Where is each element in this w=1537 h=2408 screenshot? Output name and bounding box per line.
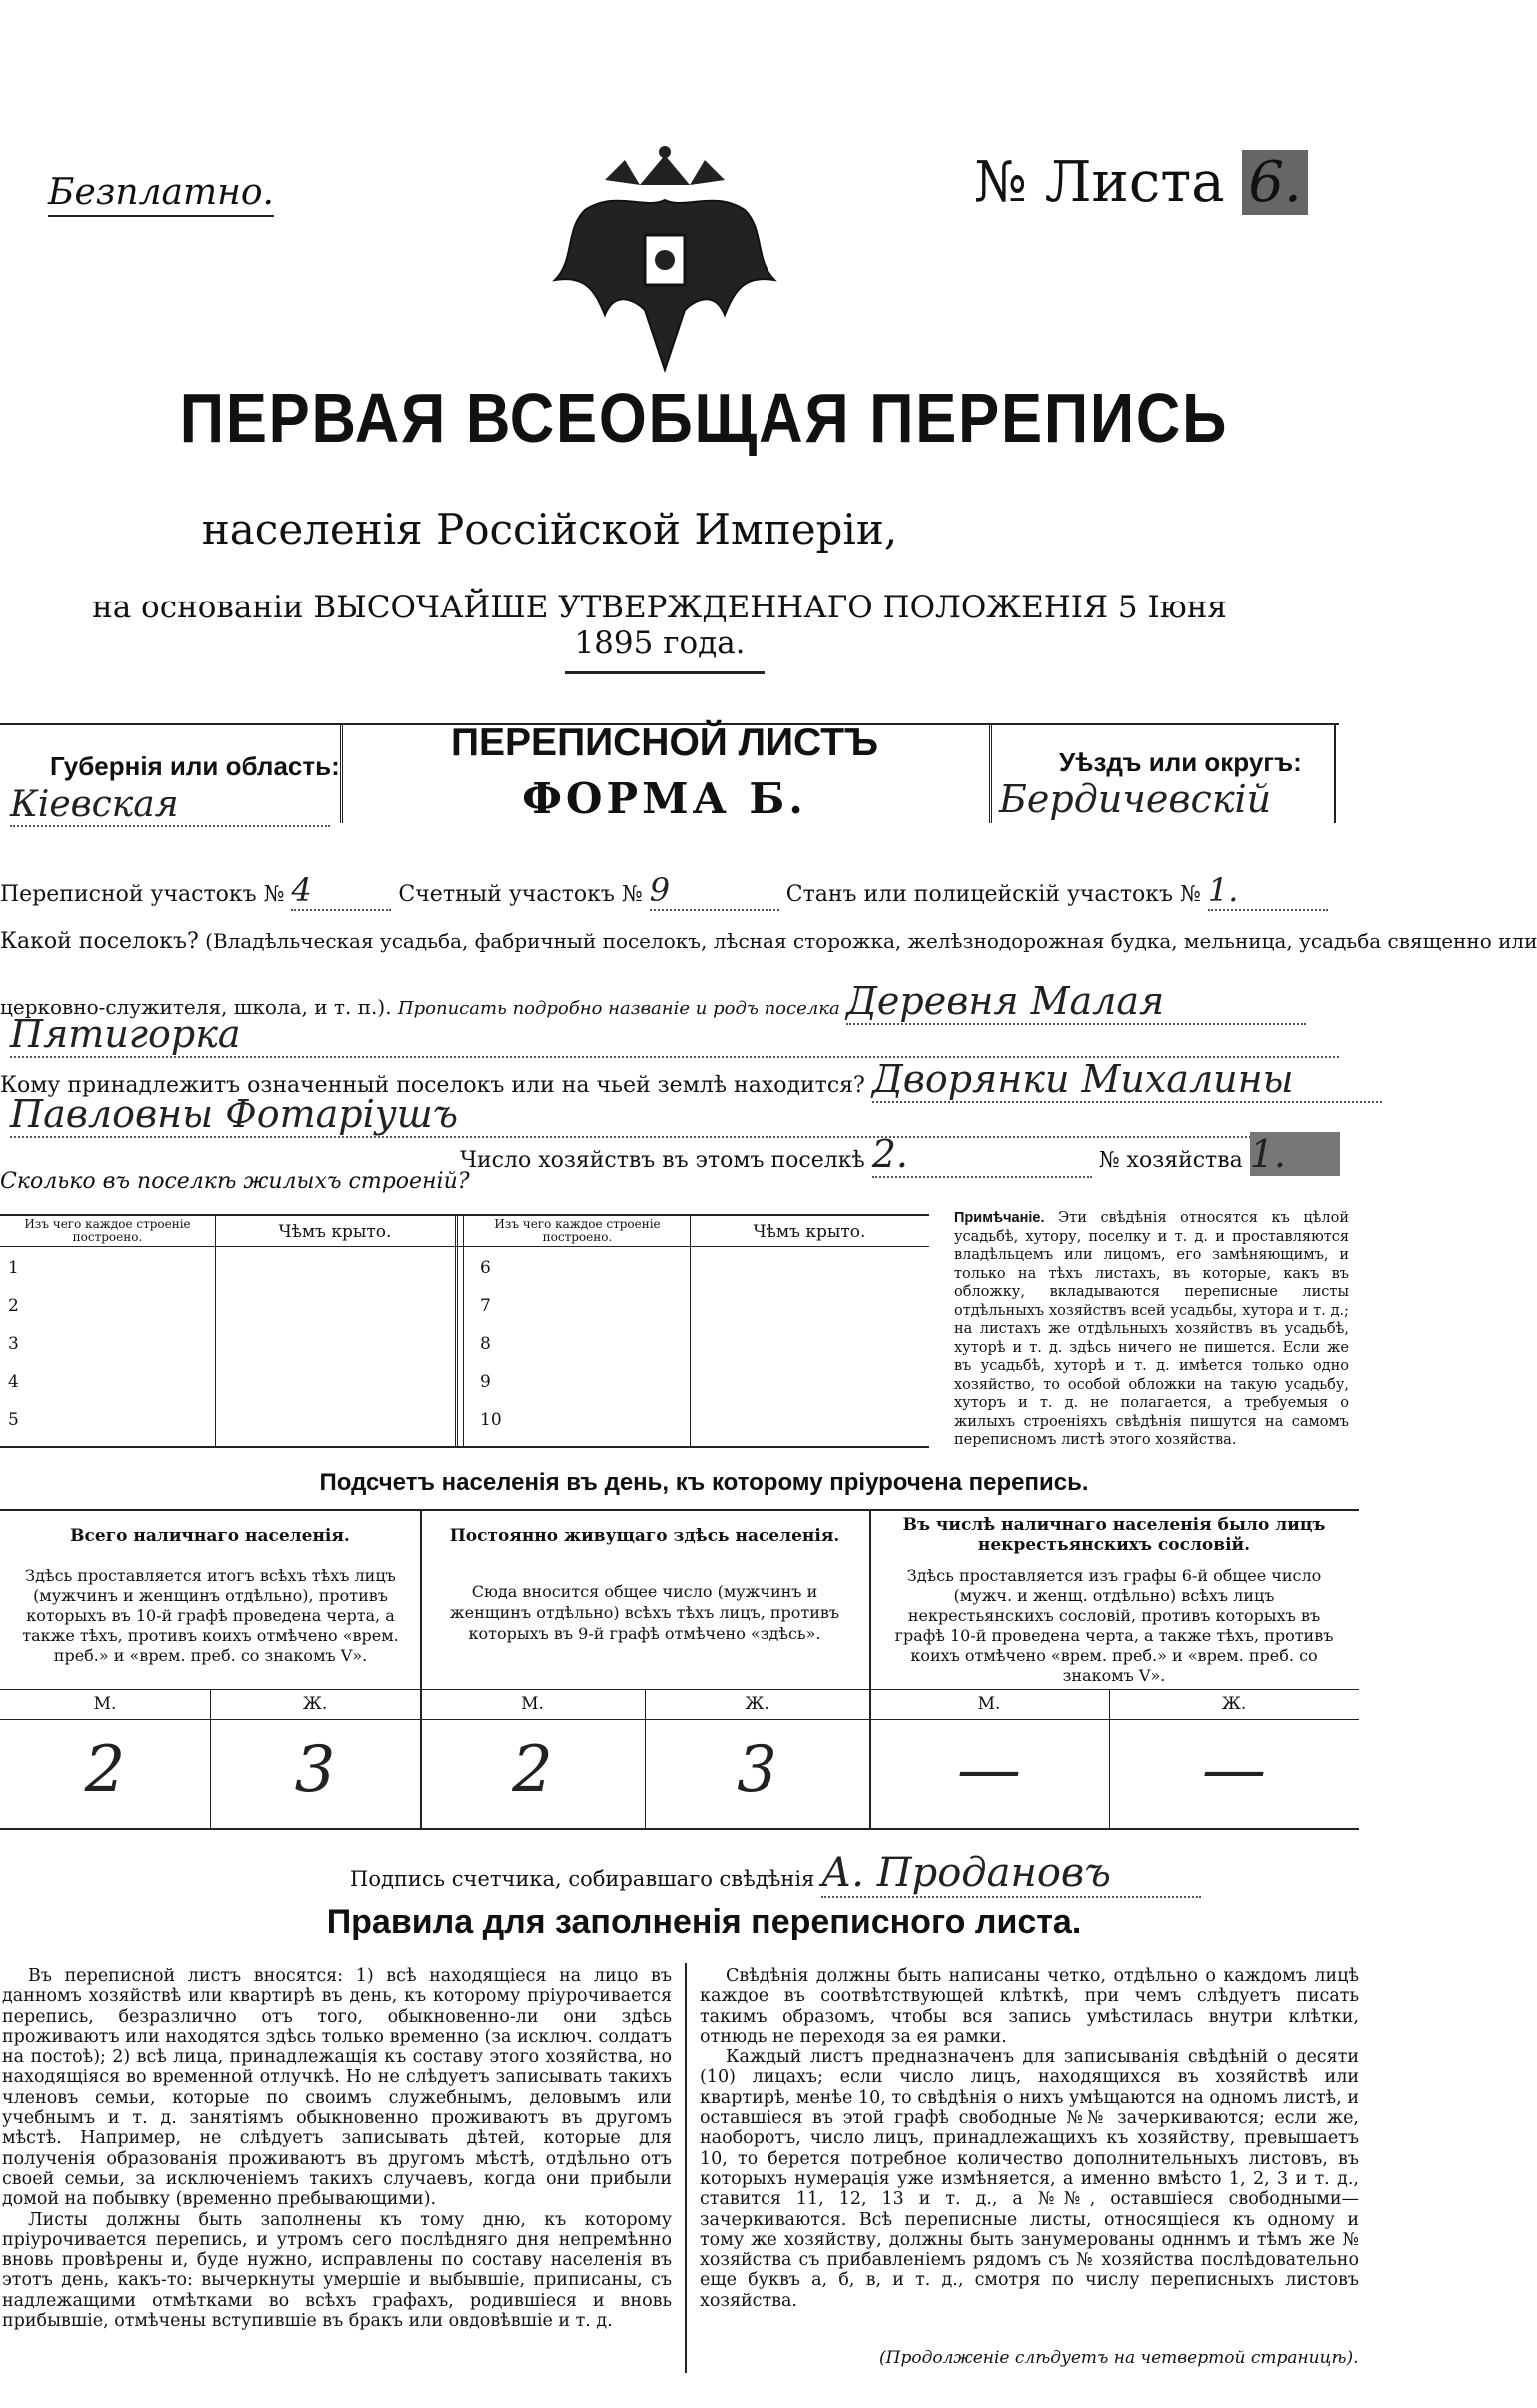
row-number: 8 [480,1334,491,1354]
row-number: 1 [8,1258,19,1278]
row-number: 5 [8,1410,19,1430]
settlement-value: Деревня Малая [846,979,1306,1025]
free-label: Безплатно. [48,172,274,217]
count-col3-title: Въ числѣ наличнаго населенія было лицъ некрестьянскихъ сословій. [902,1515,1326,1555]
households-line [460,1132,1359,1178]
rules-continued: (Продолженіе слѣдуетъ на четвертой страницѣ). [879,2348,1359,2368]
row-number: 3 [8,1334,19,1354]
count-col2-text: Сюда вносится общее число (мужчинъ и женщинъ отдѣльно) всѣхъ тѣхъ лицъ, противъ которыхъ въ 9-й графѣ отмѣчено «здѣсь». [449,1582,840,1643]
sheet-number-value: 6. [1242,150,1307,215]
count-col1-title: Всего наличнаго населенія. [70,1526,350,1546]
form-divider-right [989,723,992,823]
settlement-value-2: Пятигорка [10,1012,1339,1058]
note-label: Примѣчаніе. [954,1210,1045,1226]
owner-value-2: Павловны Фотаріушъ [10,1092,1339,1138]
households-value: 2. [872,1132,1092,1178]
divider [565,671,765,674]
gubernia-label: Губернія или область: [50,751,340,781]
census-area-value: 4 [291,871,391,911]
sheet-title: ПЕРЕПИСНОЙ ЛИСТЪ [451,721,878,764]
female-header: Ж. [302,1694,328,1714]
row-number: 10 [480,1410,502,1430]
form-name: ФОРМА Б. [522,774,807,823]
male-header: М. [521,1694,544,1714]
page-subtitle: населенія Россійской Имперіи, [201,505,898,554]
census-area-line [0,871,1328,911]
row-number: 7 [480,1296,491,1316]
owner-question: Кому принадлежитъ означенный поселокъ или на чьей землѣ находится? [0,1073,865,1098]
signature-label: Подпись счетчика, собиравшаго свѣдѣнія [350,1867,815,1891]
census-area-label: Переписной участокъ № [0,882,285,907]
sheet-number-label: № Листа [974,150,1225,215]
settlement-hint: (Владѣльческая усадьба, фабричный поселокъ, лѣсная сторожка, желѣзнодорожная будка, мельница, усадьба священно или [205,929,1537,953]
rules-right-column [700,1966,1359,2311]
row-number: 2 [8,1296,19,1316]
male-header: М. [977,1694,1001,1714]
stan-label: Станъ или полицейскій участокъ № [785,882,1201,907]
female-header: Ж. [1221,1694,1247,1714]
signature-value: А. Продановъ [821,1850,1201,1898]
households-label: Число хозяйствъ въ этомъ поселкѣ [460,1148,865,1173]
stan-value: 1. [1208,871,1328,911]
gubernia-value: Кіевская [10,784,330,827]
settlement-question-line [0,929,1537,954]
count-value: — [957,1733,1021,1806]
settlement-hint-2: церковно-служителя, школа, и т. п.). [0,995,392,1019]
form-right-edge [1334,723,1336,823]
note [954,1209,1349,1450]
owner-value: Дворянки Михалины [872,1057,1382,1103]
rules-divider [685,1963,687,2373]
sheet-number-block [974,150,1308,215]
count-table [0,1509,1359,1830]
count-value: 2 [512,1733,553,1806]
legal-basis: на основаніи ВЫСОЧАЙШЕ УТВЕРЖДЕННАГО ПОЛОЖЕНІЯ 5 Іюня 1895 года. [92,590,1227,661]
count-col2-title: Постоянно живущаго здѣсь населенія. [449,1526,840,1546]
row-number: 9 [480,1372,491,1392]
page-title: ПЕРВАЯ ВСЕОБЩАЯ ПЕРЕПИСЬ [179,379,1229,457]
note-text: Эти свѣдѣнія относятся къ цѣлой усадьбѣ, хутору, поселку и т. д. и проставляются владѣльцемъ или лицомъ, его замѣняющимъ, и только на тѣхъ листахъ, въ которые, какъ въ обложку, вкладываются переписные листы отдѣльныхъ хозяйствъ всей усадьбы, хутора и т. д.; на листахъ же отдѣльныхъ хозяйствъ въ усадьбѣ, хуторѣ и т. д. здѣсь ничего не пишется. Если же въ усадьбѣ, хуторѣ и т. д. имѣется только одно хозяйство, то особой обложки на такую усадьбу, хуторъ и т. д. не полагается, а требуемыя о жилыхъ строеніяхъ свѣдѣнія пишутся на самомъ переписномъ листѣ этого хозяйства. [954,1210,1349,1448]
rules-left-paragraph-1: Въ переписной листъ вносятся: 1) всѣ находящіеся на лицо въ данномъ хозяйствѣ или квартирѣ въ день, къ которому пріурочивается перепись, безразлично отъ того, обыкновенно-ли они здѣсь проживаютъ или находятся здѣсь только временно (за исключ. солдатъ на постоѣ); 2) всѣ лица, принадлежащія къ составу этого хозяйства, но находящіяся во временной отлучкѣ. Но не слѣдуетъ записывать такихъ членовъ семьи, которые по своимъ служебнымъ, деловымъ или учебнымъ и т. д. занятіямъ обыкновенно проживаютъ въ другомъ мѣстѣ. Например, не слѣдуетъ записывать дѣтей, которые для полученія образованія проживаютъ въ другомъ мѣстѣ, отдѣльно отъ своей семьи, за исключеніемъ такихъ случаевъ, когда они прибыли домой на побывку (временно пребывающими). [2,1966,672,2210]
uezd-label: Уѣздъ или округъ: [1059,747,1302,777]
household-number-label: № хозяйства [1098,1148,1243,1173]
rules-left-column [2,1966,672,2331]
rules-left-paragraph-2: Листы должны быть заполнены къ тому дню, къ которому пріурочивается перепись, и утромъ сего послѣдняго дня непремѣнно вновь провѣрены и, буде нужно, исправлены по составу населенія въ этотъ день, какъ-то: вычеркнуты умершіе и выбывшіе, приписаны, съ надлежащими отмѣтками во всѣхъ графахъ, родившіеся и вновь прибывшіе, отмѣчены вступившіе въ бракъ или овдовѣвшіе и т. д. [2,2209,672,2332]
double-headed-eagle-emblem [545,140,784,385]
count-value: — [1202,1733,1266,1806]
count-value: 3 [737,1733,777,1806]
household-number-value: 1. [1250,1132,1340,1176]
row-number: 6 [480,1258,491,1278]
rules-title: Правила для заполненія переписного листа. [326,1903,1082,1941]
female-header: Ж. [745,1694,769,1714]
count-area-value: 9 [650,871,779,911]
col-roof-right: Чѣмъ крыто. [753,1222,866,1242]
row-number: 4 [8,1372,19,1392]
col-built-left: Изъ чего каждое строеніе построено. [24,1217,191,1244]
rules-right-paragraph-2: Каждый листъ предназначенъ для записыванія свѣдѣній о десяти (10) лицахъ; если число лицъ, находящихся въ хозяйствѣ или квартирѣ, менѣе 10, то свѣдѣнія о нихъ умѣщаются на одномъ листѣ, и оставшіеся въ этой графѣ свободные №№ зачеркиваются; если же, наоборотъ, число лицъ, принадлежащихъ къ хозяйству, превышаетъ 10, то берется потребное количество дополнительныхъ листовъ, въ которыхъ нумерація уже измѣняется, а именно вмѣсто 1, 2, 3 и т. д., ставится 11, 12, 13 и т. д., а №№, оставшіеся свободными—зачеркиваются. Всѣ переписные листы, относящіеся къ одному и тому же хозяйству, должны быть занумерованы одннмъ и тѣмъ же № хозяйства съ прибавленіемъ рядомъ съ № хозяйства послѣдовательно еще буквъ а, б, в, и т. д., смотря по числу переписныхъ листовъ хозяйства. [700,2047,1359,2311]
settlement-question: Какой поселокъ? [0,929,199,954]
signature-line [350,1850,1201,1898]
settlement-hint-3: Прописать подробно названіе и родъ поселка [397,998,840,1019]
rules-right-paragraph-1: Свѣдѣнія должны быть написаны четко, отдѣльно о каждомъ лицѣ каждое въ соотвѣтствующей клѣткѣ, при чемъ слѣдуетъ писать такимъ образомъ, чтобы вся запись умѣстилась внутри клѣтки, отнюдь не переходя за ея рамки. [700,1966,1359,2047]
count-col1-text: Здѣсь проставляется итогъ всѣхъ тѣхъ лицъ (мужчинъ и женщинъ отдѣльно), противъ которыхъ въ 10-й графѣ проведена черта, а также тѣхъ, противъ коихъ отмѣчено «врем. преб.» и «врем. преб. со знакомъ V». [22,1566,399,1665]
count-title: Подсчетъ населенія въ день, къ которому пріурочена перепись. [319,1469,1089,1496]
uezd-value: Бердичевскій [999,777,1272,821]
col-built-right: Изъ чего каждое строеніе построено. [494,1217,661,1244]
count-col3-text: Здѣсь проставляется изъ графы 6-й общее число (мужч. и женщ. отдѣльно) всѣхъ лицъ некрестьянскихъ сословій, противъ которыхъ въ графѣ 10-й проведена черта, а также тѣхъ, противъ коихъ отмѣчено «врем. преб.» и «врем. преб. со знакомъ V». [894,1566,1334,1685]
count-value: 2 [84,1733,126,1806]
male-header: М. [93,1694,117,1714]
buildings-table [0,1214,929,1448]
col-roof-left: Чѣмъ крыто. [278,1222,392,1242]
buildings-question: Сколько въ поселкѣ жилыхъ строеній? [0,1169,470,1194]
count-area-label: Счетный участокъ № [398,882,643,907]
count-value: 3 [294,1733,336,1806]
